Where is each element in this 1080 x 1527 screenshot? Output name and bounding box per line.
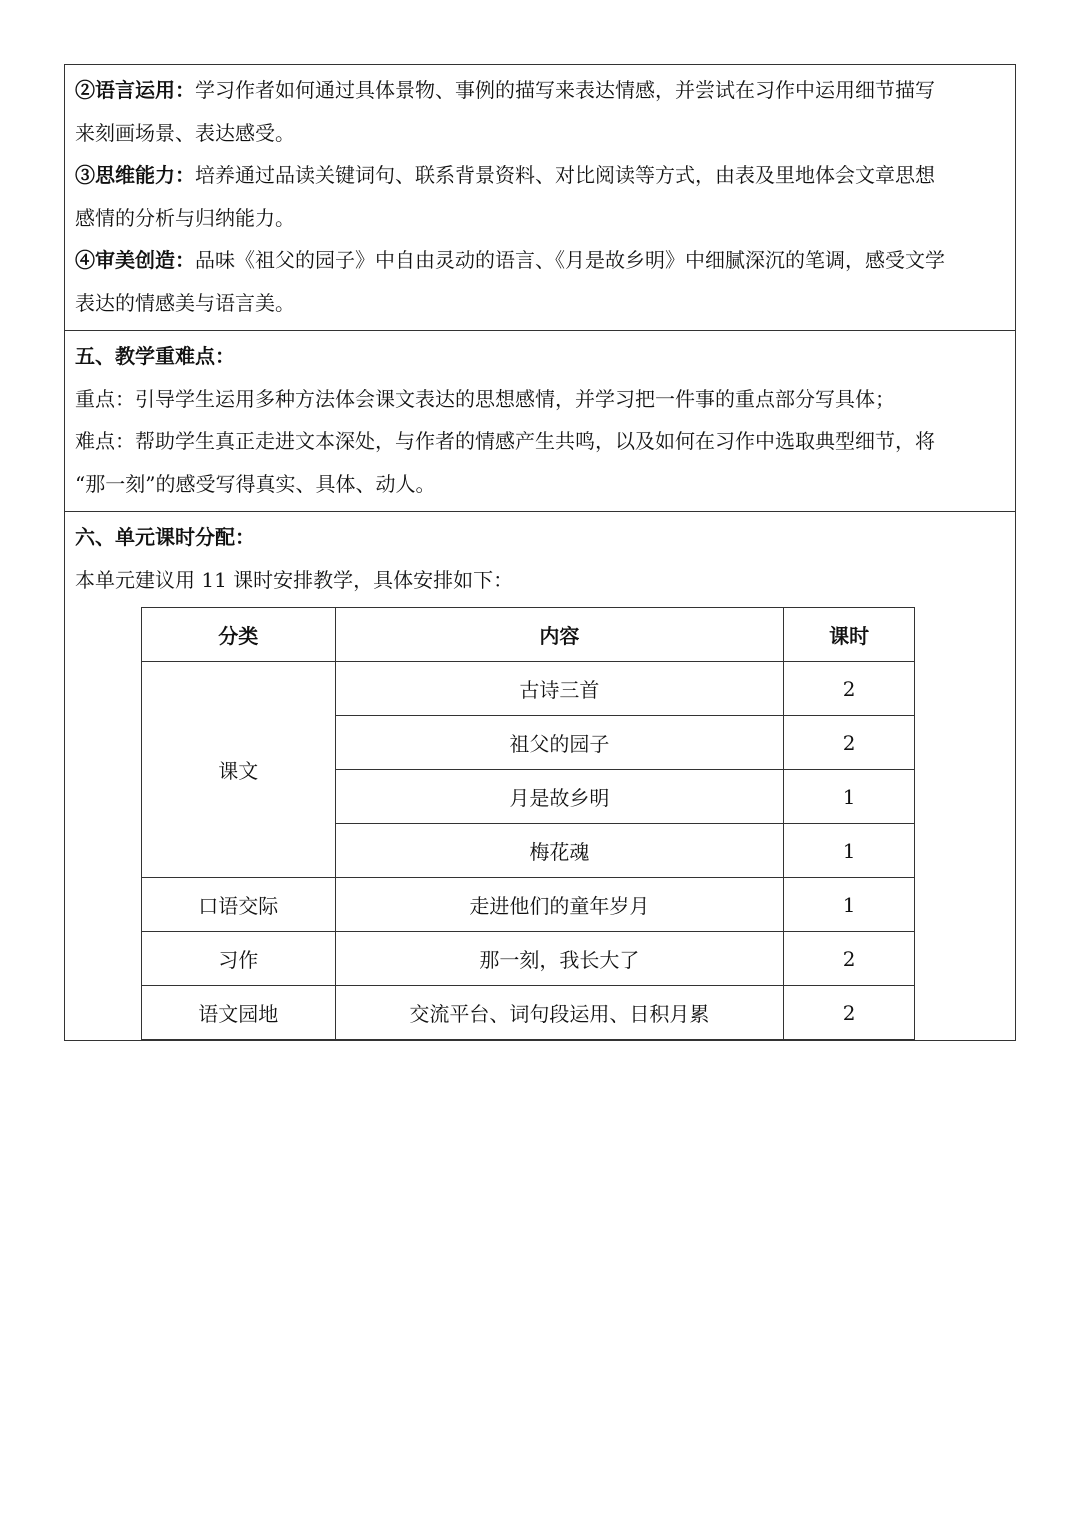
hours-cell: 1: [784, 878, 915, 932]
hours-cell: 1: [784, 770, 915, 824]
category-cell: 习作: [142, 932, 336, 986]
key-point: 重点：引导学生运用多种方法体会课文表达的思想感情，并学习把一件事的重点部分写具体；: [75, 386, 895, 411]
table-header-row: [142, 608, 915, 662]
header-category: 分类: [142, 608, 336, 662]
category-cell: 口语交际: [142, 878, 336, 932]
objective-text: 学习作者如何通过具体景物、事例的描写来表达情感，并尝试在习作中运用细节描写: [195, 78, 935, 102]
table-row: [142, 986, 915, 1040]
content-cell: 祖父的园子: [335, 716, 784, 770]
difficulty-line2: “那一刻”的感受写得真实、具体、动人。: [75, 471, 436, 496]
table-row: [142, 878, 915, 932]
content-cell: 走进他们的童年岁月: [335, 878, 784, 932]
objective-text: 培养通过品读关键词句、联系背景资料、对比阅读等方式，由表及里地体会文章思想: [195, 163, 935, 187]
difficulty-line1: 难点：帮助学生真正走进文本深处，与作者的情感产生共鸣，以及如何在习作中选取典型细节，将: [75, 429, 935, 453]
objective-language-line2: 来刻画场景、表达感受。: [75, 120, 295, 145]
objective-aesthetic-line2: 表达的情感美与语言美。: [75, 290, 295, 315]
objective-aesthetic-line1: [75, 239, 1005, 282]
section-title: 六、单元课时分配：: [75, 525, 255, 549]
section-title: 五、教学重难点：: [75, 344, 235, 368]
objective-language-line1: [75, 69, 1005, 112]
content-cell: 梅花魂: [335, 824, 784, 878]
header-hours: 课时: [784, 608, 915, 662]
objective-thinking-line1: [75, 154, 1005, 197]
schedule-table: [141, 607, 915, 1040]
content-cell: 交流平台、词句段运用、日积月累: [335, 986, 784, 1040]
objectives-section: [65, 65, 1015, 330]
schedule-intro: 本单元建议用 11 课时安排教学，具体安排如下：: [75, 567, 514, 592]
objective-label: ②语言运用：: [75, 78, 195, 102]
objective-text: 品味《祖父的园子》中自由灵动的语言、《月是故乡明》中细腻深沉的笔调，感受文学: [195, 248, 945, 272]
objective-label: ④审美创造：: [75, 248, 195, 272]
category-cell: 语文园地: [142, 986, 336, 1040]
content-cell: 月是故乡明: [335, 770, 784, 824]
hours-cell: 1: [784, 824, 915, 878]
table-row: [142, 662, 915, 716]
document-table: [64, 64, 1016, 1041]
header-content: 内容: [335, 608, 784, 662]
hours-cell: 2: [784, 932, 915, 986]
objective-thinking-line2: 感情的分析与归纳能力。: [75, 205, 295, 230]
hours-cell: 2: [784, 716, 915, 770]
content-cell: 古诗三首: [335, 662, 784, 716]
content-cell: 那一刻，我长大了: [335, 932, 784, 986]
objective-label: ③思维能力：: [75, 163, 195, 187]
key-difficulty-section: [65, 330, 1015, 511]
schedule-section: [65, 511, 1015, 1040]
category-cell: 课文: [142, 662, 336, 878]
hours-cell: 2: [784, 662, 915, 716]
hours-cell: 2: [784, 986, 915, 1040]
table-row: [142, 932, 915, 986]
